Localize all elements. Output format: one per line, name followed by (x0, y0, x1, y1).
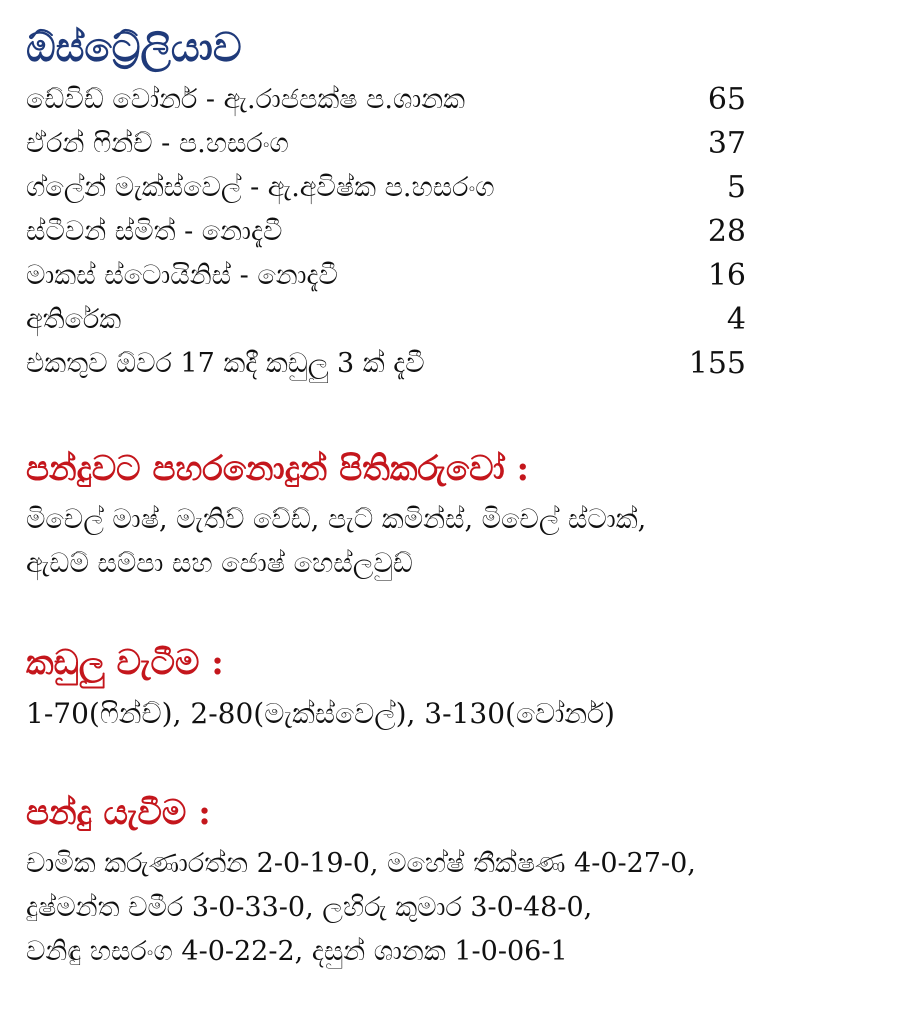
did-not-bat-line: මිචෙල් මාෂ්, මැතිව් වේඩ්, පැට් කමින්ස්, මිචෙල් ස්ටාක්, (26, 504, 647, 535)
batting-row (26, 254, 746, 298)
batsman-dismissal: ස්ටීවන් ස්මිත් - නොදැවී (26, 216, 283, 247)
total-label: එකතුව ඕවර 17 කදී කඩුලු 3 ක් දැවී (26, 348, 425, 379)
bowling-line: චාමික කරුණාරත්න 2-0-19-0, මහේෂ් තීක්ෂණ 4-0-27-0, (26, 848, 696, 879)
total-row (26, 342, 746, 386)
batting-row (26, 78, 746, 122)
batsman-runs: 37 (707, 126, 746, 161)
fall-of-wickets-heading: කඩුලු වැටීම : (26, 643, 224, 683)
did-not-bat-line: ඇඩම් සම්පා සහ ජොෂ් හෙස්ලවුඩ් (26, 548, 413, 579)
fall-of-wickets-text: 1-70(ෆින්ච්), 2-80(මැක්ස්වෙල්), 3-130(වෝනර්) (26, 697, 615, 730)
batting-row (26, 166, 746, 210)
batsman-runs: 65 (707, 82, 746, 117)
extras-label: අතිරේක (26, 304, 122, 335)
batting-row (26, 210, 746, 254)
bowling-heading: පන්දු යැවීම : (26, 793, 211, 833)
team-title: ඕස්ට්‍රේලියාව (26, 24, 242, 71)
did-not-bat-heading: පන්දුවට පහරනොදුන් පිතිකරුවෝ : (26, 449, 530, 489)
batsman-dismissal: ඩේවිඩ් වෝනර් - ඇ.රාජපක්ෂ ප.ශානක (26, 84, 466, 115)
batsman-dismissal: ග්ලේන් මැක්ස්වෙල් - ඇ.අවිෂ්ක ප.හසරංග (26, 172, 495, 203)
extras-row (26, 298, 746, 342)
bowling-line: දුෂ්මන්ත චමීර 3-0-33-0, ලහිරු කුමාර 3-0-48-0, (26, 892, 593, 923)
total-runs: 155 (688, 346, 746, 381)
batsman-runs: 16 (707, 258, 746, 293)
extras-runs: 4 (726, 302, 746, 337)
bowling-line: වනිඳු හසරංග 4-0-22-2, දසුන් ශානක 1-0-06-1 (26, 936, 568, 967)
batting-row (26, 122, 746, 166)
batsman-dismissal: ඒරන් ෆින්ච් - ප.හසරංග (26, 128, 289, 159)
batsman-runs: 28 (707, 214, 746, 249)
batsman-dismissal: මාකස් ස්ටොයිනිස් - නොදැවී (26, 260, 338, 291)
batsman-runs: 5 (726, 170, 746, 205)
